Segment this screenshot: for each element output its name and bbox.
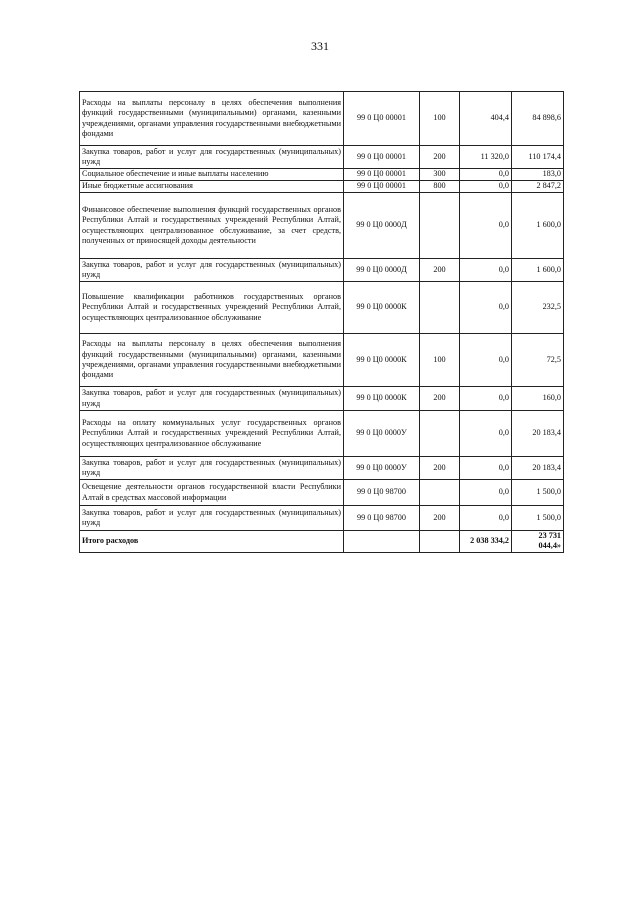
total-value-1: 2 038 334,2 [460, 531, 512, 553]
row-value-1: 404,4 [460, 92, 512, 146]
total-expense-type [420, 531, 460, 553]
row-value-2: 84 898,6 [512, 92, 564, 146]
row-name: Закупка товаров, работ и услуг для государственных (муниципальных) нужд [80, 259, 344, 282]
row-target-code: 99 0 Ц0 0000Д [344, 193, 420, 259]
table-row [80, 146, 564, 169]
row-expense-type: 200 [420, 506, 460, 531]
total-row [80, 531, 564, 553]
table-row [80, 480, 564, 506]
row-value-1: 0,0 [460, 480, 512, 506]
row-name: Закупка товаров, работ и услуг для государственных (муниципальных) нужд [80, 506, 344, 531]
row-target-code: 99 0 Ц0 98700 [344, 480, 420, 506]
row-target-code: 99 0 Ц0 00001 [344, 181, 420, 193]
row-expense-type: 300 [420, 169, 460, 181]
row-target-code: 99 0 Ц0 0000К [344, 387, 420, 411]
row-expense-type [420, 282, 460, 334]
row-target-code: 99 0 Ц0 0000У [344, 457, 420, 480]
row-value-1: 0,0 [460, 193, 512, 259]
row-expense-type [420, 193, 460, 259]
expenditure-table [79, 91, 564, 553]
table-row [80, 387, 564, 411]
row-expense-type: 100 [420, 334, 460, 387]
row-name: Иные бюджетные ассигнования [80, 181, 344, 193]
row-target-code: 99 0 Ц0 00001 [344, 169, 420, 181]
row-value-1: 0,0 [460, 169, 512, 181]
row-value-1: 0,0 [460, 334, 512, 387]
table-row [80, 457, 564, 480]
table-row [80, 282, 564, 334]
row-target-code: 99 0 Ц0 0000У [344, 411, 420, 457]
row-name: Закупка товаров, работ и услуг для государственных (муниципальных) нужд [80, 457, 344, 480]
total-target-code [344, 531, 420, 553]
row-value-2: 110 174,4 [512, 146, 564, 169]
row-target-code: 99 0 Ц0 0000Д [344, 259, 420, 282]
row-value-2: 1 500,0 [512, 480, 564, 506]
row-name: Закупка товаров, работ и услуг для государственных (муниципальных) нужд [80, 146, 344, 169]
row-name: Освещение деятельности органов государственной власти Республики Алтай в средствах массовой информации [80, 480, 344, 506]
row-expense-type: 800 [420, 181, 460, 193]
row-value-2: 1 500,0 [512, 506, 564, 531]
row-expense-type [420, 411, 460, 457]
row-name: Закупка товаров, работ и услуг для государственных (муниципальных) нужд [80, 387, 344, 411]
row-value-1: 0,0 [460, 411, 512, 457]
total-value-2: 23 731 044,4» [512, 531, 564, 553]
row-value-2: 72,5 [512, 334, 564, 387]
table-row [80, 259, 564, 282]
row-value-2: 1 600,0 [512, 259, 564, 282]
row-value-1: 11 320,0 [460, 146, 512, 169]
row-target-code: 99 0 Ц0 00001 [344, 146, 420, 169]
row-value-1: 0,0 [460, 387, 512, 411]
row-value-1: 0,0 [460, 457, 512, 480]
row-value-2: 2 847,2 [512, 181, 564, 193]
row-value-2: 20 183,4 [512, 457, 564, 480]
row-name: Финансовое обеспечение выполнения функций государственных органов Республики Алтай и государственных учреждений Республики Алтай, осуществляющих централизованное обслуживание, за счет средств, полученных от приносящей доходы деятельности [80, 193, 344, 259]
row-name: Расходы на выплаты персоналу в целях обеспечения выполнения функций государственными (муниципальными) органами, казенными учреждениями, органами управления государственными внебюджетными фондами [80, 334, 344, 387]
row-expense-type: 100 [420, 92, 460, 146]
row-value-1: 0,0 [460, 181, 512, 193]
table-row [80, 334, 564, 387]
table-row [80, 411, 564, 457]
table-row [80, 92, 564, 146]
row-expense-type: 200 [420, 259, 460, 282]
row-value-1: 0,0 [460, 259, 512, 282]
row-target-code: 99 0 Ц0 98700 [344, 506, 420, 531]
total-label: Итого расходов [80, 531, 344, 553]
table-body [80, 92, 564, 553]
table-row [80, 181, 564, 193]
table-row [80, 506, 564, 531]
row-value-2: 232,5 [512, 282, 564, 334]
row-value-2: 1 600,0 [512, 193, 564, 259]
row-expense-type [420, 480, 460, 506]
row-value-2: 183,0 [512, 169, 564, 181]
row-target-code: 99 0 Ц0 0000К [344, 334, 420, 387]
row-name: Социальное обеспечение и иные выплаты населению [80, 169, 344, 181]
table-row [80, 193, 564, 259]
row-name: Повышение квалификации работников государственных органов Республики Алтай и государственных учреждений Республики Алтай, осуществляющих централизованное обслуживание [80, 282, 344, 334]
row-expense-type: 200 [420, 457, 460, 480]
row-expense-type: 200 [420, 387, 460, 411]
row-name: Расходы на оплату коммунальных услуг государственных органов Республики Алтай и государственных учреждений Республики Алтай, осуществляющих централизованное обслуживание [80, 411, 344, 457]
row-target-code: 99 0 Ц0 00001 [344, 92, 420, 146]
table-row [80, 169, 564, 181]
row-value-1: 0,0 [460, 506, 512, 531]
row-value-2: 20 183,4 [512, 411, 564, 457]
row-target-code: 99 0 Ц0 0000К [344, 282, 420, 334]
row-value-1: 0,0 [460, 282, 512, 334]
row-value-2: 160,0 [512, 387, 564, 411]
row-name: Расходы на выплаты персоналу в целях обеспечения выполнения функций государственными (муниципальными) органами, казенными учреждениями, органами управления государственными внебюджетными фондами [80, 92, 344, 146]
page-number: 331 [311, 39, 329, 53]
row-expense-type: 200 [420, 146, 460, 169]
